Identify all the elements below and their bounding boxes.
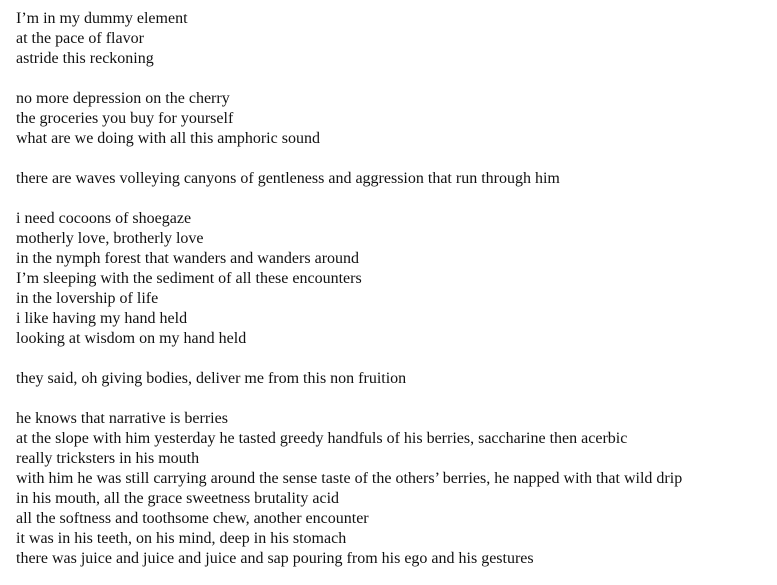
poem-line: what are we doing with all this amphoric sound (16, 130, 320, 147)
poem-line: with him he was still carrying around the sense taste of the others’ berries, he napped with that wild drip (16, 470, 683, 487)
poem-line: there was juice and juice and juice and sap pouring from his ego and his gestures (16, 550, 534, 567)
stanza-1 (16, 9, 771, 69)
poem-line: I’m sleeping with the sediment of all these encounters (16, 270, 362, 287)
poem-line: at the slope with him yesterday he tasted greedy handfuls of his berries, saccharine then acerbic (16, 430, 628, 447)
poem-line: astride this reckoning (16, 50, 154, 67)
stanza-5 (16, 369, 771, 389)
poem-line: no more depression on the cherry (16, 90, 230, 107)
poem-line: there are waves volleying canyons of gentleness and aggression that run through him (16, 170, 560, 187)
poem-line: in the nymph forest that wanders and wanders around (16, 250, 360, 267)
stanza-4 (16, 209, 771, 349)
poem-line: the groceries you buy for yourself (16, 110, 234, 127)
poem-line: I’m in my dummy element (16, 10, 188, 27)
poem-line: it was in his teeth, on his mind, deep in his stomach (16, 530, 347, 547)
poem-line: i like having my hand held (16, 310, 188, 327)
stanza-2 (16, 89, 771, 149)
poem-line: looking at wisdom on my hand held (16, 330, 247, 347)
poem-line: i need cocoons of shoegaze (16, 210, 192, 227)
stanza-6 (16, 409, 771, 569)
poem-line: all the softness and toothsome chew, another encounter (16, 510, 369, 527)
poem-line: in his mouth, all the grace sweetness brutality acid (16, 490, 340, 507)
stanza-3 (16, 169, 771, 189)
poem-line: he knows that narrative is berries (16, 410, 228, 427)
poem-line: really tricksters in his mouth (16, 450, 200, 467)
poem-line: at the pace of flavor (16, 30, 144, 47)
poem-line: they said, oh giving bodies, deliver me from this non fruition (16, 370, 407, 387)
poem-line: motherly love, brotherly love (16, 230, 204, 247)
poem-line: in the lovership of life (16, 290, 159, 307)
poem-body (16, 9, 771, 569)
